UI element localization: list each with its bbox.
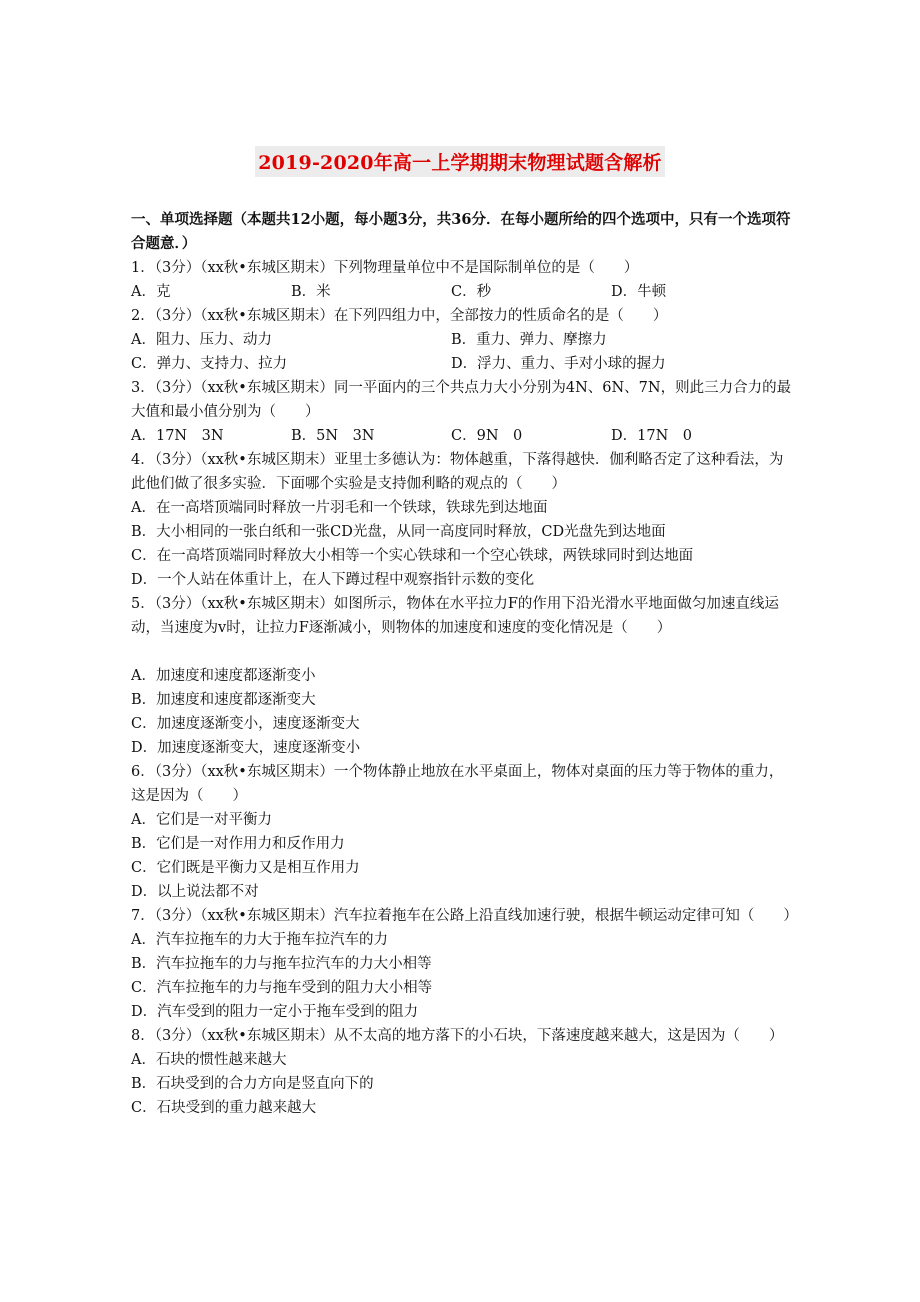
question-1-stem: 1．（3分）（xx秋•东城区期末）下列物理量单位中不是国际制单位的是（ ） bbox=[131, 260, 639, 276]
q1-option-d: D．牛顿 bbox=[611, 284, 667, 300]
q1-option-b: B．米 bbox=[291, 284, 331, 300]
q2-option-a: A．阻力、压力、动力 bbox=[131, 332, 272, 348]
q6-option-a: A．它们是一对平衡力 bbox=[131, 812, 272, 828]
q5-option-a: A．加速度和速度都逐渐变小 bbox=[131, 668, 316, 684]
q6-option-b: B．它们是一对作用力和反作用力 bbox=[131, 836, 345, 852]
q4-option-a: A．在一高塔顶端同时释放一片羽毛和一个铁球，铁球先到达地面 bbox=[131, 500, 548, 516]
title-area bbox=[0, 146, 920, 177]
question-8-stem: 8．（3分）（xx秋•东城区期末）从不太高的地方落下的小石块，下落速度越来越大，这是因为（ ） bbox=[131, 1028, 784, 1044]
q7-option-b: B．汽车拉拖车的力与拖车拉汽车的力大小相等 bbox=[131, 956, 432, 972]
document-title: 2019-2020年高一上学期期末物理试题含解析 bbox=[255, 146, 664, 177]
question-2-options-row1 bbox=[131, 328, 796, 352]
question-2-stem: 2．（3分）（xx秋•东城区期末）在下列四组力中，全部按力的性质命名的是（ ） bbox=[131, 308, 668, 324]
q8-option-c: C．石块受到的重力越来越大 bbox=[131, 1100, 317, 1116]
figure-placeholder bbox=[131, 640, 796, 664]
question-3-stem: 3．（3分）（xx秋•东城区期末）同一平面内的三个共点力大小分别为4N、6N、7N，则此三力合力的最大值和最小值分别为（ ） bbox=[131, 380, 792, 420]
q4-option-d: D．一个人站在体重计上，在人下蹲过程中观察指针示数的变化 bbox=[131, 572, 535, 588]
q3-option-b: B．5N 3N bbox=[291, 428, 375, 444]
question-5-stem: 5．（3分）（xx秋•东城区期末）如图所示，物体在水平拉力F的作用下沿光滑水平地面做匀加速直线运动，当速度为v时，让拉力F逐渐减小，则物体的加速度和速度的变化情况是（ ） bbox=[131, 596, 779, 636]
q2-option-d: D．浮力、重力、手对小球的握力 bbox=[451, 356, 666, 372]
q5-option-b: B．加速度和速度都逐渐变大 bbox=[131, 692, 316, 708]
q1-option-a: A．克 bbox=[131, 284, 171, 300]
q5-option-d: D．加速度逐渐变大，速度逐渐变小 bbox=[131, 740, 361, 756]
q5-option-c: C．加速度逐渐变小，速度逐渐变大 bbox=[131, 716, 360, 732]
q6-option-d: D．以上说法都不对 bbox=[131, 884, 259, 900]
question-6-stem: 6．（3分）（xx秋•东城区期末）一个物体静止地放在水平桌面上，物体对桌面的压力等于物体的重力，这是因为（ ） bbox=[131, 764, 784, 804]
question-7-stem: 7．（3分）（xx秋•东城区期末）汽车拉着拖车在公路上沿直线加速行驶，根据牛顿运动定律可知（ ） bbox=[131, 908, 798, 924]
question-3-options bbox=[131, 424, 796, 448]
q7-option-d: D．汽车受到的阻力一定小于拖车受到的阻力 bbox=[131, 1004, 419, 1020]
q3-option-c: C．9N 0 bbox=[451, 428, 523, 444]
section-heading: 一、单项选择题（本题共12小题，每小题3分，共36分．在每小题所给的四个选项中，只有一个选项符合题意．） bbox=[131, 211, 791, 252]
q8-option-a: A．石块的惯性越来越大 bbox=[131, 1052, 287, 1068]
q1-option-c: C．秒 bbox=[451, 284, 492, 300]
q3-option-a: A．17N 3N bbox=[131, 428, 224, 444]
q4-option-c: C．在一高塔顶端同时释放大小相等一个实心铁球和一个空心铁球，两铁球同时到达地面 bbox=[131, 548, 694, 564]
q7-option-c: C．汽车拉拖车的力与拖车受到的阻力大小相等 bbox=[131, 980, 433, 996]
question-2-options-row2 bbox=[131, 352, 796, 376]
q2-option-c: C．弹力、支持力、拉力 bbox=[131, 356, 288, 372]
q4-option-b: B．大小相同的一张白纸和一张CD光盘，从同一高度同时释放，CD光盘先到达地面 bbox=[131, 524, 666, 540]
question-1-options bbox=[131, 280, 796, 304]
q6-option-c: C．它们既是平衡力又是相互作用力 bbox=[131, 860, 360, 876]
question-4-stem: 4．（3分）（xx秋•东城区期末）亚里士多德认为：物体越重，下落得越快．伽利略否定了这种看法，为此他们做了很多实验．下面哪个实验是支持伽利略的观点的（ ） bbox=[131, 452, 784, 492]
document-body bbox=[131, 208, 796, 1120]
q3-option-d: D．17N 0 bbox=[611, 428, 692, 444]
q7-option-a: A．汽车拉拖车的力大于拖车拉汽车的力 bbox=[131, 932, 388, 948]
q2-option-b: B．重力、弹力、摩擦力 bbox=[451, 332, 607, 348]
q8-option-b: B．石块受到的合力方向是竖直向下的 bbox=[131, 1076, 374, 1092]
